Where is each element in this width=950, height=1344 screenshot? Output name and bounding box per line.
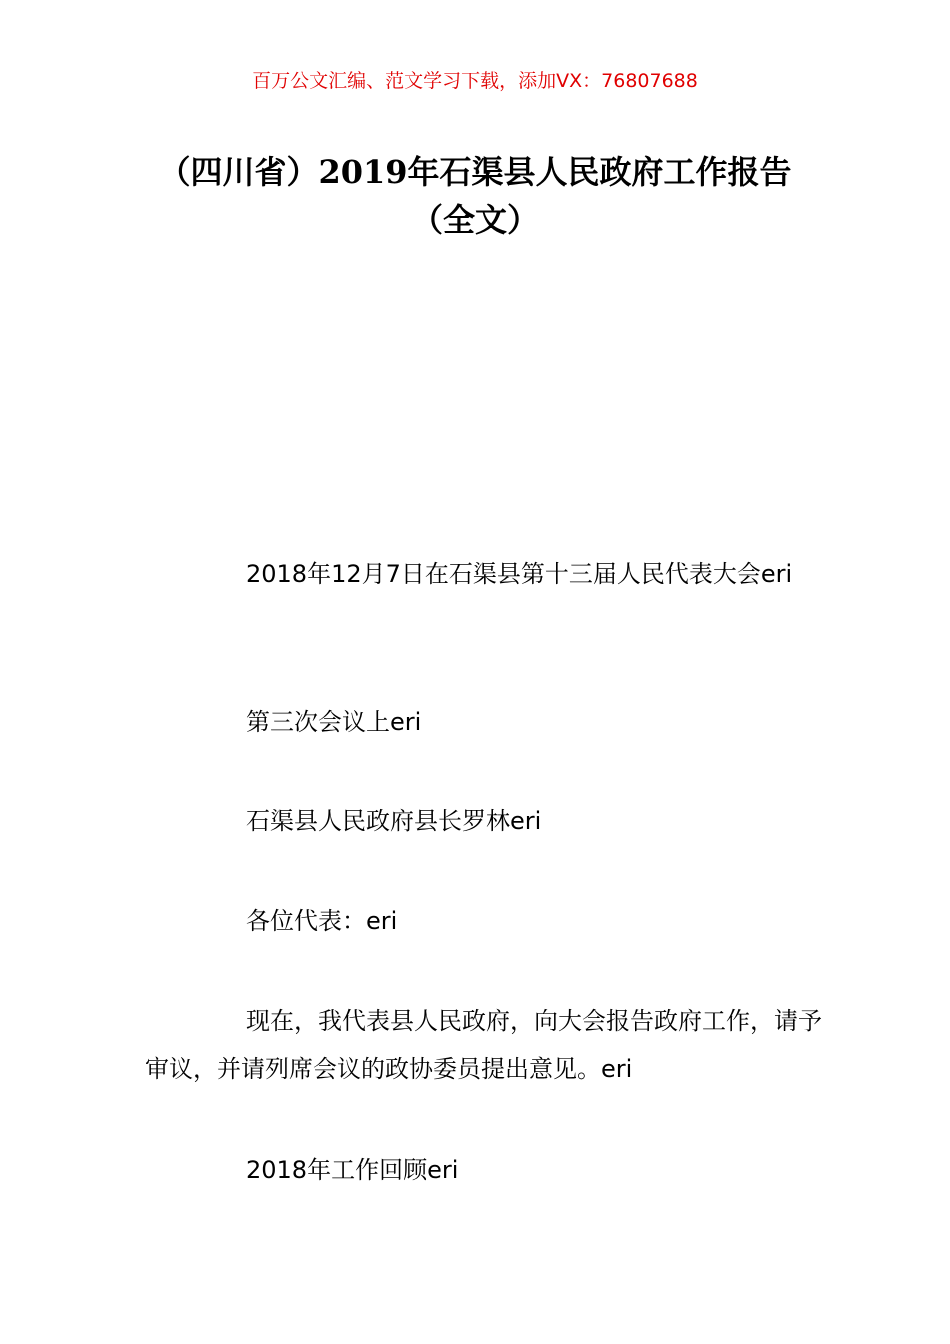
paragraph-date: 2018年12月7日在石渠县第十三届人民代表大会eri: [246, 560, 793, 588]
paragraph-session: 第三次会议上eri: [246, 708, 422, 736]
paragraph-speaker: 石渠县人民政府县长罗林eri: [246, 807, 542, 835]
header-note: 百万公文汇编、范文学习下载，添加VX：76807688: [252, 70, 698, 92]
section-heading: 2018年工作回顾eri: [246, 1156, 459, 1184]
document-title: （四川省）2019年石渠县人民政府工作报告（全文）: [158, 153, 792, 239]
paragraph-intro: 现在，我代表县人民政府，向大会报告政府工作，请予审议，并请列席会议的政协委员提出意见。eri: [145, 1007, 822, 1083]
paragraph-salutation: 各位代表：eri: [246, 907, 398, 935]
